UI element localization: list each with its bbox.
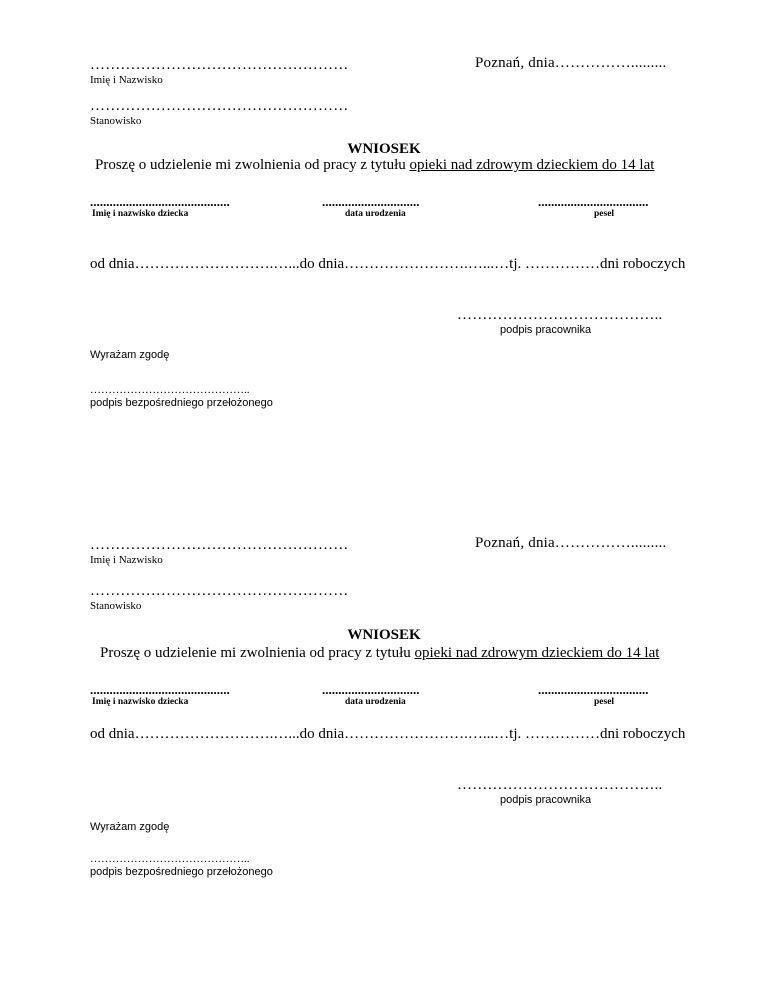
birth-date-label: data urodzenia (345, 697, 406, 707)
employee-signature-label: podpis pracownika (500, 794, 592, 806)
position-fill-line[interactable]: …………………………………………… (90, 98, 349, 114)
consent-label: Wyrażam zgodę (90, 821, 170, 833)
name-label: Imię i Nazwisko (90, 554, 163, 566)
consent-label: Wyrażam zgodę (90, 349, 170, 361)
request-statement (100, 646, 659, 661)
request-text: Proszę o udzielenie mi zwolnienia od pracy z tytułu (95, 157, 410, 173)
pesel-label: pesel (594, 697, 615, 707)
supervisor-signature-label: podpis bezpośredniego przełożonego (90, 866, 273, 878)
leave-period-line[interactable]: od dnia……………………….…...do dnia…………………….…...…tj. ……………dni roboczych (90, 726, 686, 742)
pesel-fill-line[interactable]: .................................. (538, 682, 649, 697)
employee-signature-line[interactable]: ………………………………….. (457, 777, 663, 793)
child-name-fill-line[interactable]: ........................................... (90, 682, 230, 697)
position-label: Stanowisko (90, 115, 142, 127)
child-name-label: Imię i nazwisko dziecka (92, 697, 189, 707)
place-date-field[interactable]: Poznań, dnia……………......... (475, 535, 667, 551)
document-title: WNIOSEK (347, 627, 421, 643)
request-reason: opieki nad zdrowym dzieckiem do 14 lat (414, 645, 660, 661)
leave-request-form-2 (0, 488, 768, 918)
place-date-field[interactable]: Poznań, dnia……………......... (475, 55, 667, 71)
document-title: WNIOSEK (347, 141, 421, 157)
leave-period-line[interactable]: od dnia……………………….…...do dnia…………………….…...…tj. ……………dni roboczych (90, 256, 686, 272)
name-fill-line[interactable]: …………………………………………… (90, 537, 349, 553)
request-statement (95, 158, 654, 173)
leave-request-form-1 (0, 0, 768, 430)
request-text: Proszę o udzielenie mi zwolnienia od pracy z tytułu (100, 645, 415, 661)
employee-signature-line[interactable]: ………………………………….. (457, 307, 663, 323)
pesel-fill-line[interactable]: .................................. (538, 194, 649, 209)
child-name-label: Imię i nazwisko dziecka (92, 209, 189, 219)
supervisor-signature-line[interactable]: …………………………………….. (90, 853, 250, 865)
pesel-label: pesel (594, 209, 615, 219)
position-fill-line[interactable]: …………………………………………… (90, 583, 349, 599)
supervisor-signature-line[interactable]: …………………………………….. (90, 384, 250, 396)
request-reason: opieki nad zdrowym dzieckiem do 14 lat (409, 157, 655, 173)
birth-date-label: data urodzenia (345, 209, 406, 219)
birth-date-fill-line[interactable]: .............................. (322, 682, 420, 697)
birth-date-fill-line[interactable]: .............................. (322, 194, 420, 209)
position-label: Stanowisko (90, 600, 142, 612)
child-name-fill-line[interactable]: ........................................... (90, 194, 230, 209)
employee-signature-label: podpis pracownika (500, 324, 592, 336)
name-label: Imię i Nazwisko (90, 74, 163, 86)
supervisor-signature-label: podpis bezpośredniego przełożonego (90, 397, 273, 409)
name-fill-line[interactable]: …………………………………………… (90, 57, 349, 73)
